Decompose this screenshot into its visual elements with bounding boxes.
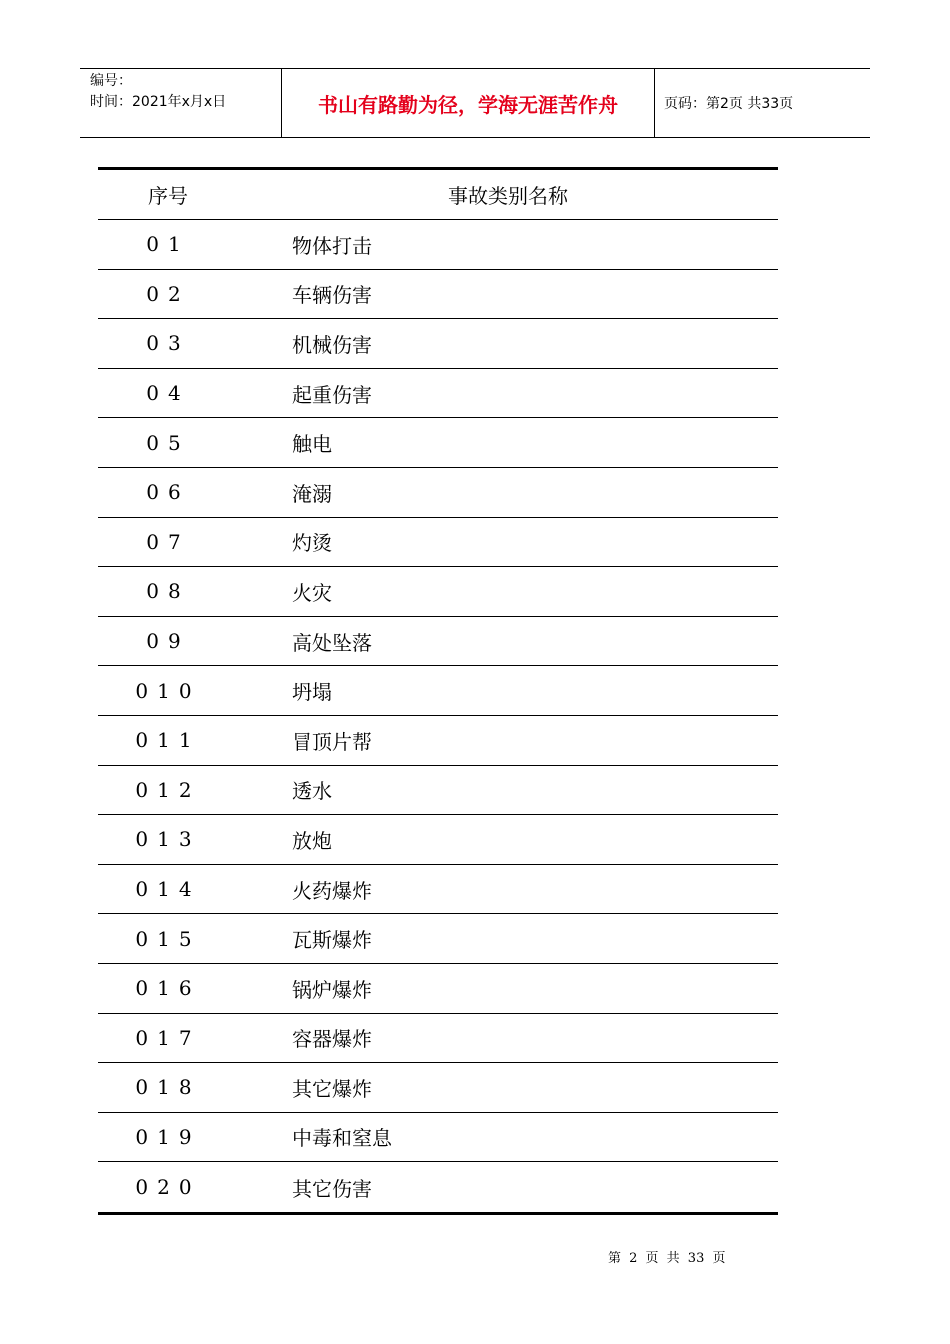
table-row	[98, 1014, 778, 1064]
row-category-name: 物体打击	[292, 233, 372, 258]
table-row	[98, 766, 778, 816]
row-category-name: 触电	[292, 432, 332, 457]
row-category-name: 高处坠落	[292, 630, 372, 655]
table-row	[98, 865, 778, 915]
row-number: 020	[135, 1175, 201, 1200]
table-row	[98, 815, 778, 865]
table-row	[98, 518, 778, 568]
header-motto: 书山有路勤为径，学海无涯苦作舟	[318, 92, 618, 117]
row-number: 07	[146, 529, 190, 554]
table-row	[98, 1162, 778, 1212]
table-row	[98, 914, 778, 964]
page-header	[80, 68, 870, 138]
row-number: 02	[146, 281, 190, 306]
row-category-name: 中毒和窒息	[292, 1126, 392, 1151]
table-row	[98, 964, 778, 1014]
row-category-name: 其它爆炸	[292, 1076, 372, 1101]
row-category-name: 起重伤害	[292, 382, 372, 407]
accident-category-table	[98, 167, 778, 1215]
row-number: 018	[135, 1075, 201, 1100]
table-row	[98, 220, 778, 270]
table-row	[98, 418, 778, 468]
row-category-name: 瓦斯爆炸	[292, 928, 372, 953]
row-category-name: 锅炉爆炸	[292, 977, 372, 1002]
row-number: 019	[135, 1124, 201, 1149]
row-number: 01	[146, 232, 190, 257]
table-row	[98, 319, 778, 369]
column-header-number: 序号	[148, 184, 188, 208]
column-header-name: 事故类别名称	[448, 184, 568, 208]
row-category-name: 车辆伤害	[292, 283, 372, 308]
table-row	[98, 617, 778, 667]
date-line: 时间：2021年x月x日	[90, 94, 227, 110]
row-number: 012	[135, 777, 201, 802]
code-label: 编号：	[90, 73, 132, 89]
row-number: 014	[135, 877, 201, 902]
table-row	[98, 666, 778, 716]
table-row	[98, 716, 778, 766]
header-page-info: 页码：第2页 共33页	[664, 96, 794, 112]
row-number: 04	[146, 381, 190, 406]
row-number: 015	[135, 926, 201, 951]
row-category-name: 放炮	[292, 828, 332, 853]
table-row	[98, 468, 778, 518]
page-footer: 第 2 页 共 33 页	[608, 1251, 726, 1266]
row-category-name: 坍塌	[292, 680, 332, 705]
header-divider	[654, 69, 655, 137]
row-number: 017	[135, 1025, 201, 1050]
row-number: 013	[135, 827, 201, 852]
table-row	[98, 270, 778, 320]
row-number: 09	[146, 629, 190, 654]
row-number: 011	[135, 728, 201, 753]
row-category-name: 火药爆炸	[292, 878, 372, 903]
row-category-name: 灼烫	[292, 531, 332, 556]
table-row	[98, 567, 778, 617]
row-category-name: 火灾	[292, 580, 332, 605]
row-category-name: 冒顶片帮	[292, 729, 372, 754]
row-category-name: 其它伤害	[292, 1176, 372, 1201]
row-category-name: 机械伤害	[292, 332, 372, 357]
table-row	[98, 1063, 778, 1113]
row-category-name: 淹溺	[292, 481, 332, 506]
row-number: 06	[146, 480, 190, 505]
row-number: 05	[146, 430, 190, 455]
row-number: 08	[146, 579, 190, 604]
row-number: 016	[135, 976, 201, 1001]
row-category-name: 容器爆炸	[292, 1027, 372, 1052]
table-bottom-rule	[98, 1212, 778, 1215]
row-category-name: 透水	[292, 779, 332, 804]
table-row	[98, 1113, 778, 1163]
header-meta	[90, 71, 226, 113]
table-header-row	[98, 170, 778, 220]
table-row	[98, 369, 778, 419]
row-number: 03	[146, 331, 190, 356]
row-number: 010	[135, 678, 201, 703]
table-body	[98, 220, 778, 1212]
